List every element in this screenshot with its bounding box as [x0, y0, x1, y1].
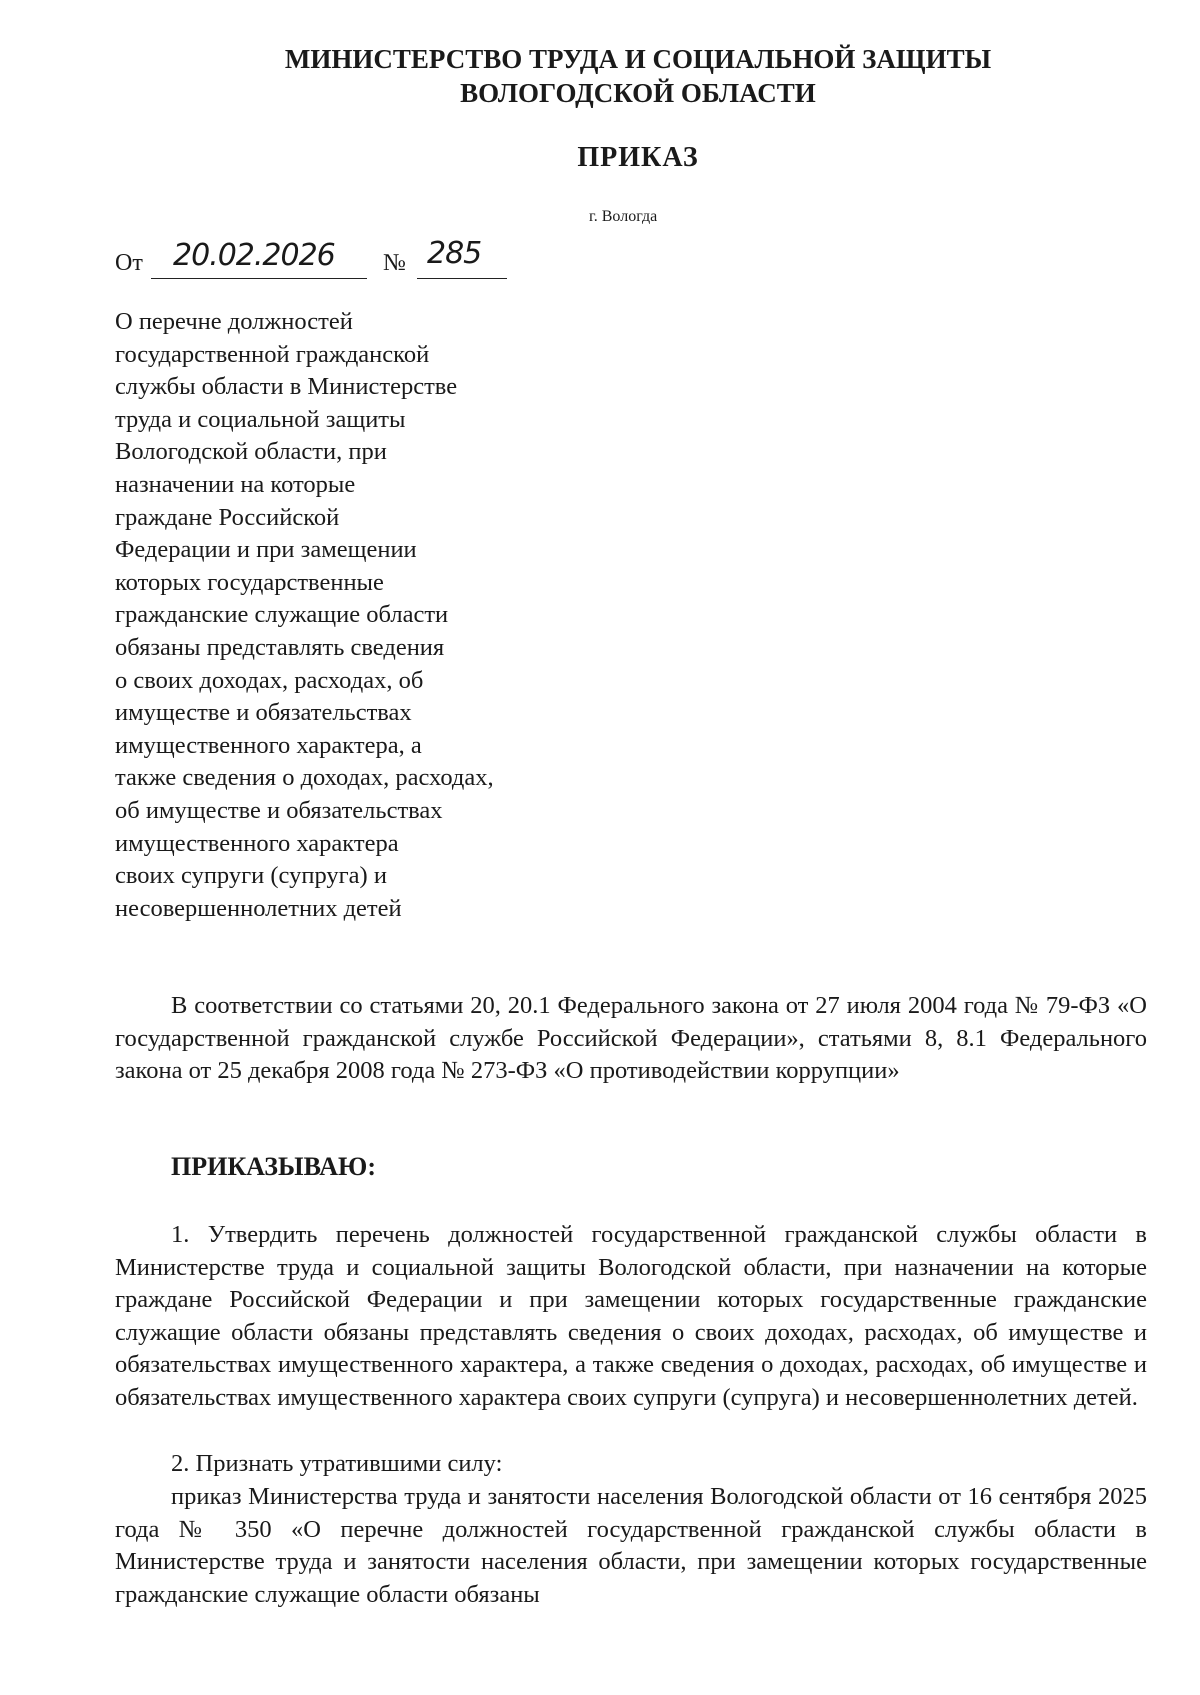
city: г. Вологда [589, 208, 658, 225]
order-item-2-text: приказ Министерства труда и занятости населения Вологодской области от 16 сентября 2025 года № 350 «О перечне должностей государственной гражданской службы области в Министерстве труда и занятости населения области, при замещении которых государственные гражданские служащие области обязаны [115, 1483, 1147, 1608]
order-title-line: о своих доходах, расходах, об [115, 666, 424, 694]
order-item-2: 2. Признать утратившими силу: [171, 1450, 503, 1477]
organization-name [38, 42, 1200, 110]
order-title-line: О перечне должностей [115, 308, 353, 335]
order-title-line: имуществе и обязательствах [115, 699, 412, 727]
order-title-line: службы области в Министерстве [115, 373, 458, 401]
order-title-line: гражданские служащие области [115, 601, 449, 629]
order-title-line: об имуществе и обязательствах [115, 796, 443, 824]
order-title-line: граждане Российской [115, 503, 340, 531]
order-title-line: Вологодской области, при [115, 438, 387, 466]
order-title-line: своих супруги (супруга) и [115, 862, 387, 890]
date-label: От [115, 250, 143, 276]
document-type: ПРИКАЗ [577, 142, 699, 173]
order-title-line: несовершеннолетних детей [115, 894, 402, 922]
order-title-line: имущественного характера, а [115, 731, 422, 759]
number-label: № [383, 250, 406, 276]
order-title-line: которых государственные [115, 568, 384, 596]
date-underline [151, 278, 367, 279]
legal-basis-paragraph: В соответствии со статьями 20, 20.1 Федерального закона от 27 июля 2004 года № 79-ФЗ «О государственной гражданской службе Российской Федерации», статьями 8, 8.1 Федерального закона от 25 декабря 2008 года № 273-ФЗ «О противодействии коррупции» [115, 992, 1147, 1085]
handwritten-date: 20.02.2026 [173, 238, 335, 273]
order-item-1: 1. Утвердить перечень должностей государственной гражданской службы области в Министерстве труда и социальной защиты Вологодской области, при назначении на которые граждане Российской Федерации и при замещении которых государственные гражданские служащие области обязаны представлять сведения о своих доходах, расходах, об имуществе и обязательствах имущественного характера, а также сведения о доходах, расходах, об имуществе и обязательствах имущественного характера своих супруги (супруга) и несовершеннолетних детей. [115, 1221, 1147, 1411]
order-title [115, 306, 575, 925]
order-title-line: также сведения о доходах, расходах, [115, 764, 494, 792]
order-title-line: имущественного характера [115, 829, 399, 857]
order-title-line: обязаны представлять сведения [115, 633, 445, 661]
organization-name-line-2: ВОЛОГОДСКОЙ ОБЛАСТИ [460, 78, 816, 108]
handwritten-number: 285 [427, 236, 482, 271]
order-title-line: государственной гражданской [115, 340, 430, 368]
number-underline [417, 278, 507, 279]
order-title-line: труда и социальной защиты [115, 405, 406, 433]
order-title-line: назначении на которые [115, 470, 356, 498]
order-title-line: Федерации и при замещении [115, 536, 417, 564]
organization-name-line-1: МИНИСТЕРСТВО ТРУДА И СОЦИАЛЬНОЙ ЗАЩИТЫ [284, 44, 992, 74]
registration-line [115, 236, 615, 284]
order-keyword: ПРИКАЗЫВАЮ: [171, 1152, 376, 1181]
